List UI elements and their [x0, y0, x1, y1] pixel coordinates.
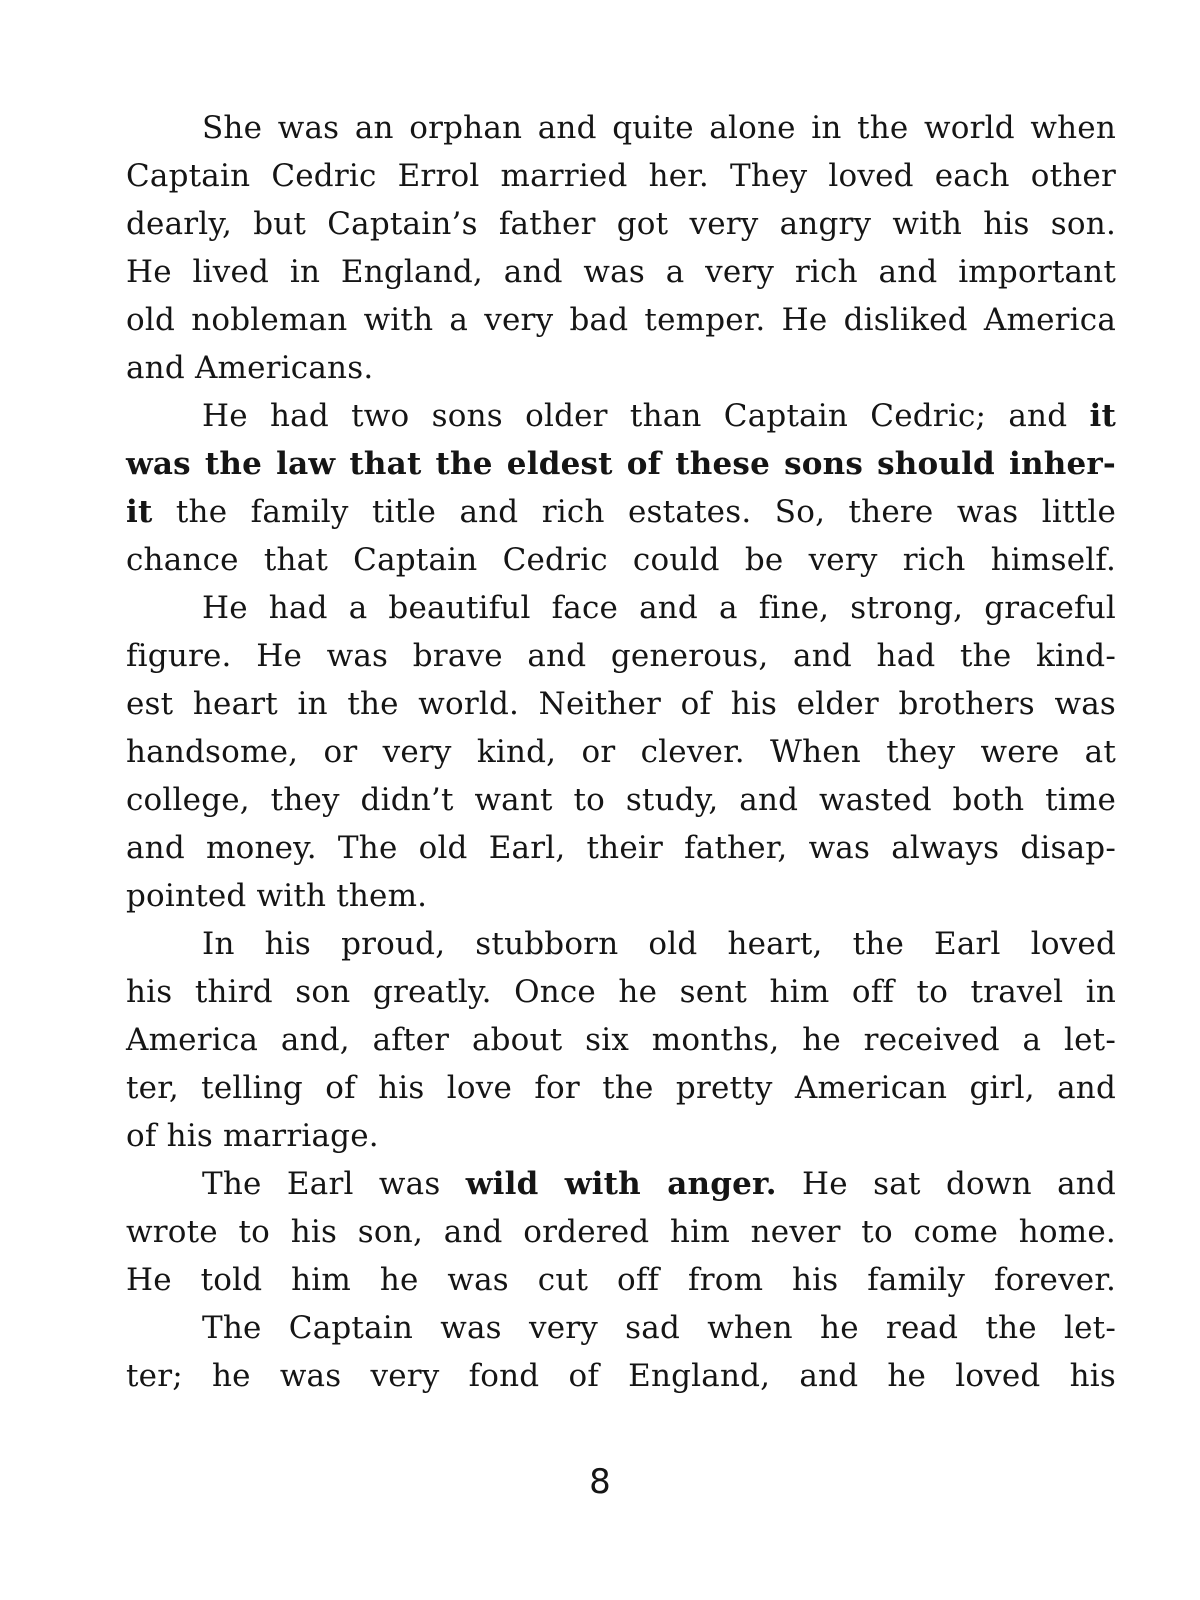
body-text [126, 104, 1116, 1400]
text-segment: old nobleman with a very bad temper. He disliked America [126, 302, 1116, 338]
text-segment: his third son greatly. Once he sent him off to travel in [126, 974, 1116, 1010]
text-line [126, 728, 1116, 776]
text-segment: dearly, but Captain’s father got very angry with his son. [126, 206, 1116, 242]
text-line [126, 200, 1116, 248]
text-segment: He had a beautiful face and a fine, strong, graceful [202, 590, 1116, 626]
text-segment: chance that Captain Cedric could be very rich himself. [126, 542, 1116, 578]
paragraph [126, 584, 1116, 920]
paragraph [126, 920, 1116, 1160]
text-line [126, 392, 1116, 440]
text-segment: Captain Cedric Errol married her. They loved each other [126, 158, 1116, 194]
text-line [126, 584, 1116, 632]
text-line [126, 920, 1116, 968]
text-line [126, 872, 1116, 920]
text-line [126, 1208, 1116, 1256]
text-line [126, 104, 1116, 152]
text-line [126, 680, 1116, 728]
text-segment: figure. He was brave and generous, and had the kind- [126, 638, 1116, 674]
page-number: 8 [589, 1462, 611, 1502]
text-line [126, 1304, 1116, 1352]
bold-text: it [126, 494, 153, 530]
text-segment: pointed with them. [126, 878, 428, 914]
text-line [126, 1064, 1116, 1112]
text-segment: The Earl was [202, 1166, 466, 1202]
text-segment: college, they didn’t want to study, and wasted both time [126, 782, 1116, 818]
text-segment: handsome, or very kind, or clever. When they were at [126, 734, 1116, 770]
text-segment: He had two sons older than Captain Cedric; and [202, 398, 1090, 434]
text-line [126, 248, 1116, 296]
paragraph [126, 1160, 1116, 1304]
text-segment: ter, telling of his love for the pretty American girl, and [126, 1070, 1116, 1106]
bold-text: it [1089, 398, 1116, 434]
paragraph [126, 392, 1116, 584]
bold-text: was the law that the eldest of these sons should inher- [126, 446, 1116, 482]
text-segment: He sat down and [776, 1166, 1116, 1202]
paragraph [126, 104, 1116, 392]
text-segment: and money. The old Earl, their father, was always disap- [126, 830, 1116, 866]
text-line [126, 536, 1116, 584]
text-line [126, 1112, 1116, 1160]
text-segment: He lived in England, and was a very rich and important [126, 254, 1116, 290]
text-line [126, 152, 1116, 200]
bold-text: wild with anger. [465, 1166, 777, 1202]
text-segment: He told him he was cut off from his family forever. [126, 1262, 1116, 1298]
text-line [126, 1160, 1116, 1208]
text-line [126, 1016, 1116, 1064]
text-segment: the family title and rich estates. So, there was little [152, 494, 1116, 530]
text-segment: In his proud, stubborn old heart, the Earl loved [202, 926, 1116, 962]
text-line [126, 968, 1116, 1016]
text-line [126, 824, 1116, 872]
text-line [126, 488, 1116, 536]
text-line [126, 1256, 1116, 1304]
text-segment: and Americans. [126, 350, 374, 386]
text-line [126, 1352, 1116, 1400]
text-segment: The Captain was very sad when he read the let- [202, 1310, 1116, 1346]
text-segment: ter; he was very fond of England, and he loved his [126, 1358, 1116, 1394]
text-segment: wrote to his son, and ordered him never to come home. [126, 1214, 1116, 1250]
text-line [126, 344, 1116, 392]
text-segment: est heart in the world. Neither of his elder brothers was [126, 686, 1116, 722]
text-line [126, 776, 1116, 824]
text-segment: of his marriage. [126, 1118, 379, 1154]
text-line [126, 296, 1116, 344]
text-line [126, 440, 1116, 488]
text-segment: She was an orphan and quite alone in the world when [202, 110, 1116, 146]
text-segment: America and, after about six months, he received a let- [126, 1022, 1116, 1058]
text-line [126, 632, 1116, 680]
paragraph [126, 1304, 1116, 1400]
